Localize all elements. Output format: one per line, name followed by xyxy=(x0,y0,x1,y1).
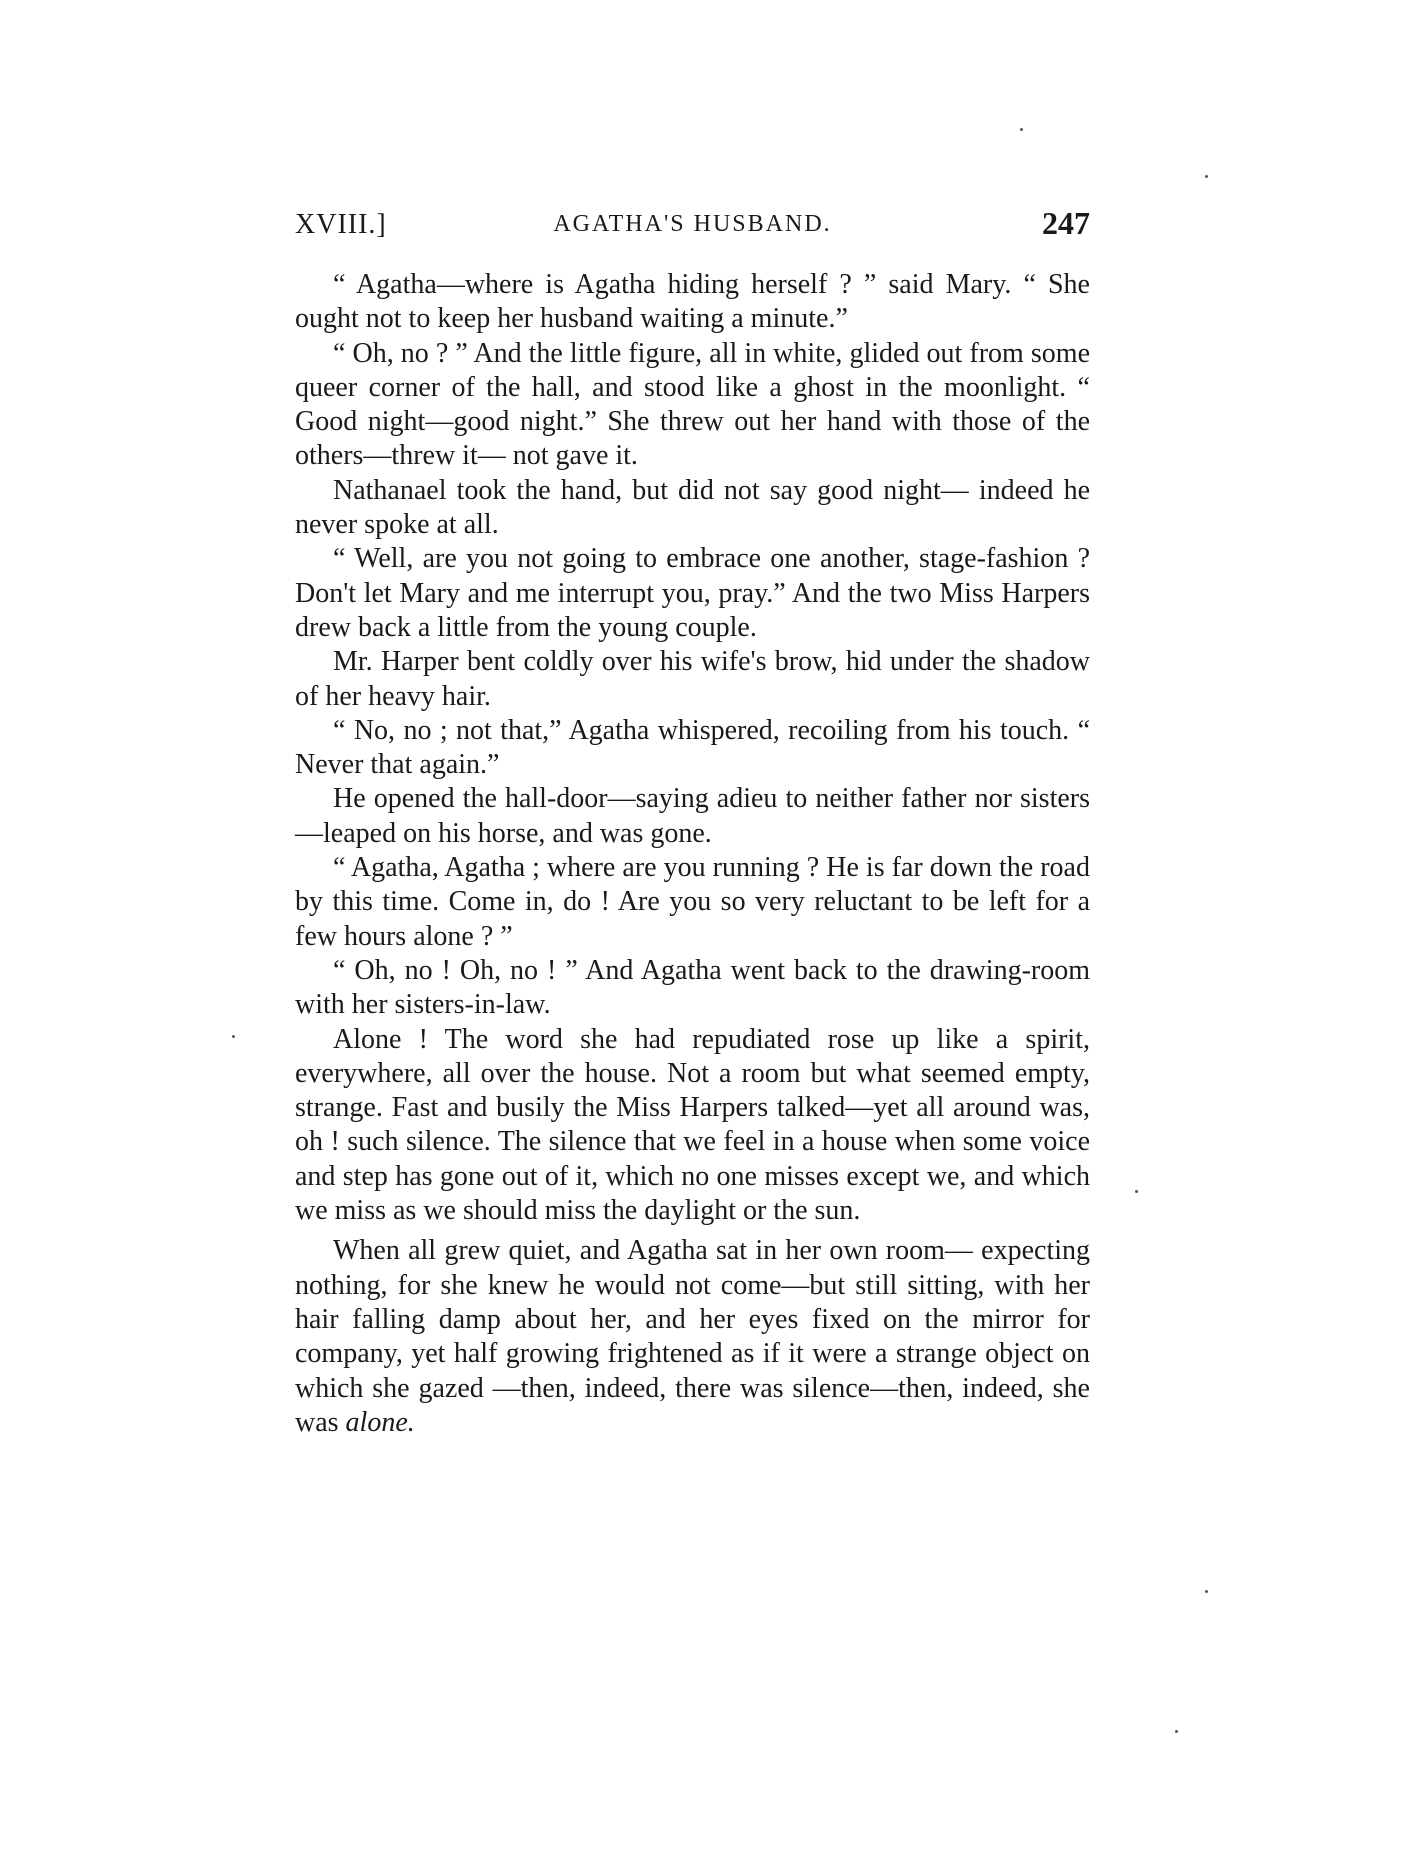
paragraph: “ Agatha, Agatha ; where are you running ? He is far down the road by this time. Come in, do ! Are you so very reluctant to be left for a few hours alone ? ” xyxy=(295,852,1090,952)
paragraph: Mr. Harper bent coldly over his wife's brow, hid under the shadow of her heavy hair. xyxy=(295,646,1090,712)
scan-speck xyxy=(1175,1730,1178,1733)
paragraph: “ Well, are you not going to embrace one another, stage-fashion ? Don't let Mary and me interrupt you, pray.” And the two Miss Harpers drew back a little from the young couple. xyxy=(295,543,1090,643)
final-paragraph-text: When all grew quiet, and Agatha sat in her own room— expecting nothing, for she knew he would not come—but still sitting, with her hair falling damp about her, and her eyes fixed on the mirror for company, yet half growing frightened as if it were a strange object on which she gazed —then, indeed, there was silence—then, indeed, she was xyxy=(295,1235,1090,1438)
scan-speck xyxy=(1205,175,1208,178)
italic-word: alone. xyxy=(345,1406,415,1438)
paragraph: “ Oh, no ! Oh, no ! ” And Agatha went back to the drawing-room with her sisters-in-law. xyxy=(295,954,1090,1021)
chapter-number: XVIII.] xyxy=(295,209,387,240)
paragraph: Nathanael took the hand, but did not say good night— indeed he never spoke at all. xyxy=(295,474,1090,541)
paragraph: “ No, no ; not that,” Agatha whispered, recoiling from his touch. “ Never that again.” xyxy=(295,714,1090,781)
paragraph: “ Oh, no ? ” And the little figure, all in white, glided out from some queer corner of the hall, and stood like a ghost in the moonlight. “ Good night—good night.” She threw out her hand with those of the others—threw it— not gave it. xyxy=(295,337,1090,472)
scan-speck xyxy=(1020,128,1023,131)
paragraph: “ Agatha—where is Agatha hiding herself ? ” said Mary. “ She ought not to keep her husband waiting a minute.” xyxy=(295,269,1090,335)
paragraph: He opened the hall-door—saying adieu to neither father nor sisters—leaped on his horse, and was gone. xyxy=(295,783,1090,849)
running-title: AGATHA'S HUSBAND. xyxy=(553,211,832,237)
scan-speck xyxy=(1205,1590,1208,1593)
final-paragraph xyxy=(295,1234,1090,1440)
scan-speck xyxy=(1135,1190,1138,1193)
scan-speck xyxy=(232,1035,235,1038)
body-text xyxy=(295,268,1090,1440)
paragraph: Alone ! The word she had repudiated rose up like a spirit, everywhere, all over the house. Not a room but what seemed empty, strange. Fast and busily the Miss Harpers talked—yet all around was, oh ! such silence. The silence that we feel in a house when some voice and step has gone out of it, which no one misses except we, and which we miss as we should miss the daylight or the sun. xyxy=(295,1023,1090,1227)
page-number: 247 xyxy=(1042,205,1090,241)
running-header xyxy=(295,205,1090,253)
